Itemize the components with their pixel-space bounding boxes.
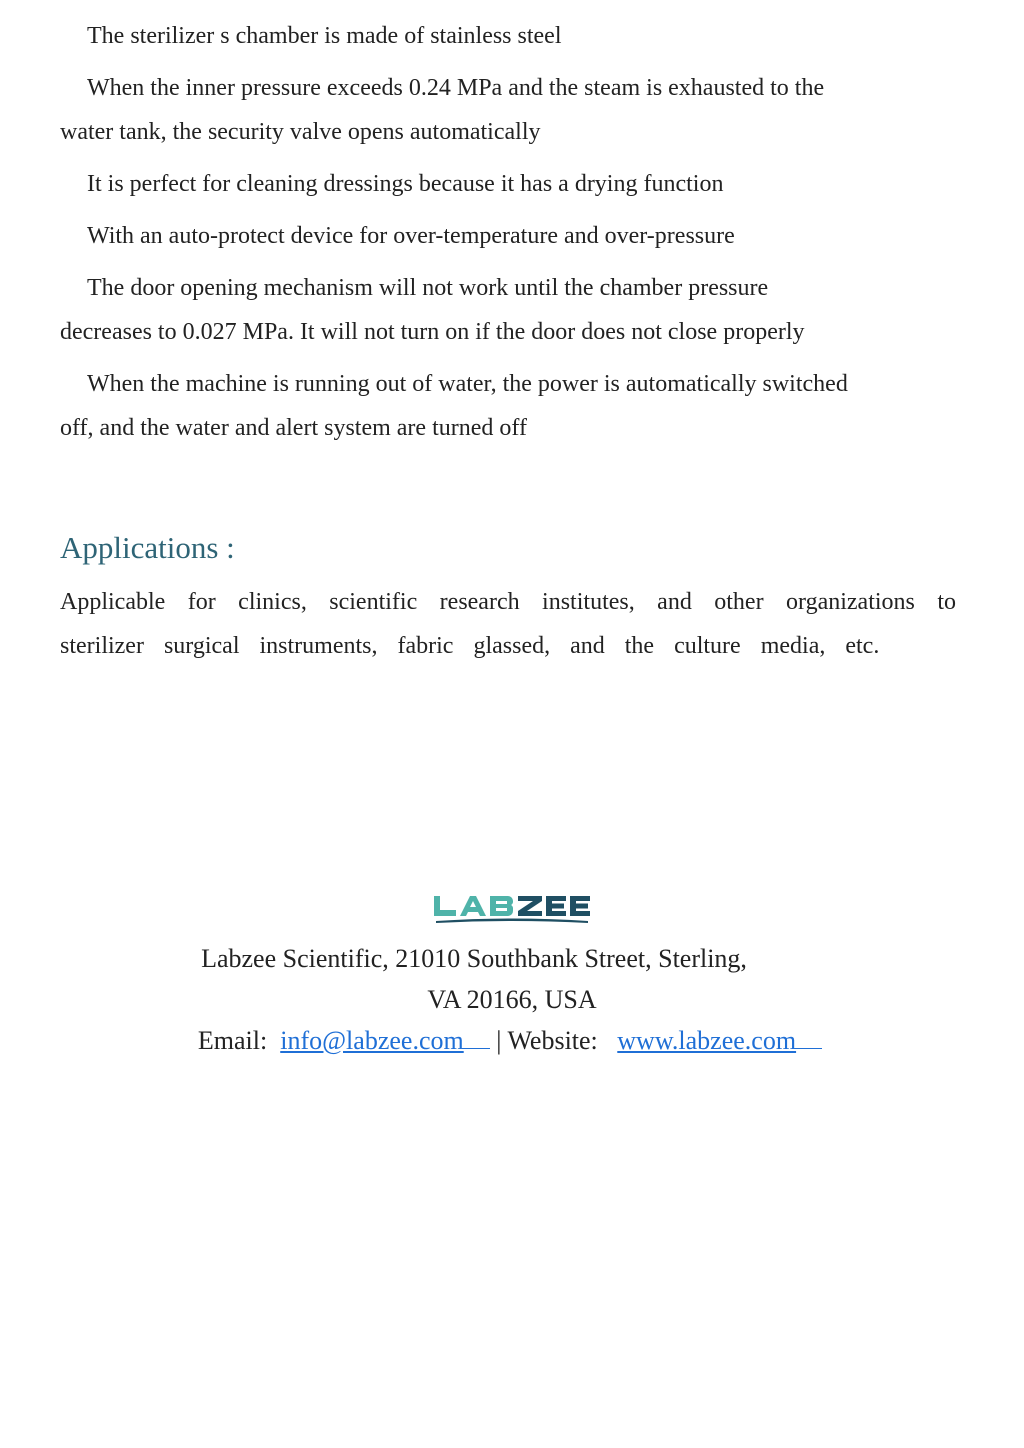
applications-heading: Applications : bbox=[60, 530, 235, 565]
footer bbox=[0, 888, 1024, 1062]
email-link[interactable]: info@labzee.com bbox=[280, 1026, 464, 1055]
feature-item: When the inner pressure exceeds 0.24 MPa and the steam is exhausted to the water tank, the security valve opens automatically bbox=[60, 75, 825, 145]
company-address bbox=[0, 938, 1024, 1020]
address-line-1: Labzee Scientific, 21010 Southbank Street, Sterling, bbox=[201, 944, 747, 973]
email-link-underline bbox=[462, 1028, 490, 1049]
website-link[interactable]: www.labzee.com bbox=[617, 1026, 797, 1055]
address-line-2: VA 20166, USA bbox=[427, 985, 597, 1014]
applications-text: Applicable for clinics, scientific research institutes, and other organizations to sterilizer surgical instruments, fabric glassed, and the culture media, etc. bbox=[60, 589, 956, 659]
feature-item: The door opening mechanism will not work until the chamber pressure decreases to 0.027 MPa. It will not turn on if the door does not close properly bbox=[60, 275, 805, 345]
email-label: Email: bbox=[197, 1026, 268, 1055]
feature-item: When the machine is running out of water, the power is automatically switched off, and the water and alert system are turned off bbox=[60, 371, 848, 441]
page-content bbox=[60, 14, 956, 668]
website-label: | Website: bbox=[496, 1026, 598, 1055]
feature-list bbox=[60, 14, 956, 450]
feature-item: With an auto-protect device for over-temperature and over-pressure bbox=[87, 223, 735, 249]
feature-item: The sterilizer s chamber is made of stainless steel bbox=[87, 23, 562, 49]
labzee-logo bbox=[432, 888, 592, 928]
contact-line bbox=[0, 1020, 1024, 1062]
feature-item: It is perfect for cleaning dressings because it has a drying function bbox=[87, 171, 724, 197]
website-link-underline bbox=[794, 1028, 822, 1049]
